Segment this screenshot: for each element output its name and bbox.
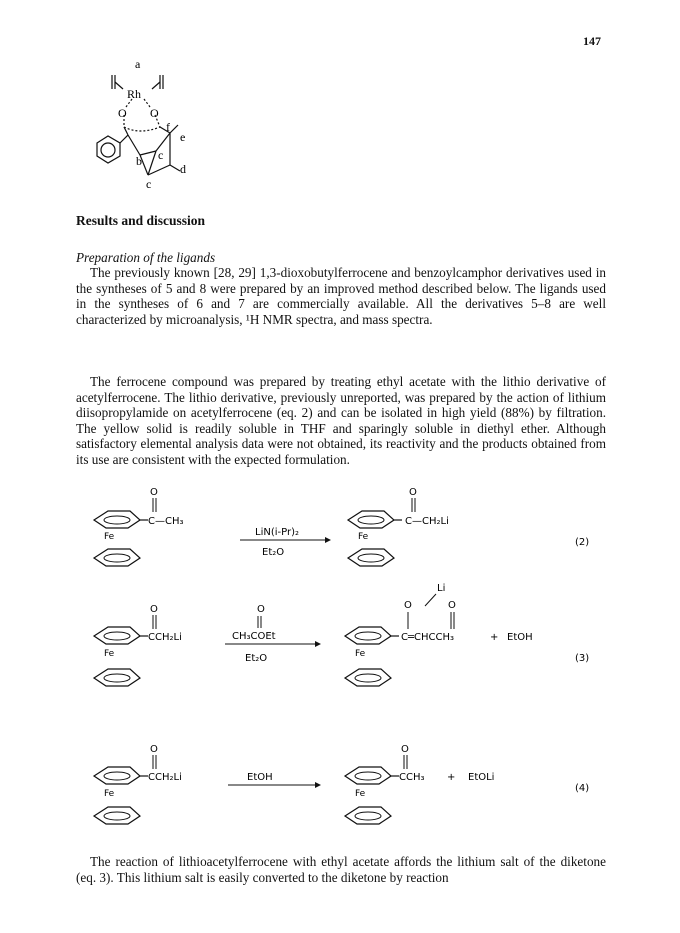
eq3-fe-right: Fe bbox=[355, 649, 366, 659]
eq3-reagent-o: O bbox=[257, 604, 265, 615]
eq4-byproduct: EtOLi bbox=[468, 772, 495, 783]
section-heading: Results and discussion bbox=[76, 213, 206, 228]
eq2-reagent-bottom: Et₂O bbox=[262, 547, 285, 558]
eq2-product-substituent: C—CH₂Li bbox=[405, 516, 449, 527]
paragraph-1: The previously known [28, 29] 1,3-dioxobutylferrocene and benzoylcamphor derivatives used in the syntheses of 5 and 8 were prepared by an improved method described below. The ligands used in the syntheses of 6 and 7 are commercially available. All the derivatives 5–8 are well characterized by microanalysis, ¹H NMR spectra, and mass spectra. bbox=[76, 265, 606, 327]
eq2-number: (2) bbox=[575, 537, 590, 548]
eq3-product-o2: O bbox=[448, 600, 456, 611]
subsection-heading: Preparation of the ligands bbox=[76, 250, 216, 265]
label-a: a bbox=[135, 57, 141, 71]
label-rh: Rh bbox=[127, 87, 142, 101]
reaction-scheme bbox=[0, 478, 680, 848]
label-f: f bbox=[166, 120, 170, 134]
equation-2 bbox=[94, 487, 589, 566]
label-o1: O bbox=[118, 106, 127, 120]
eq3-number: (3) bbox=[575, 653, 590, 664]
eq3-reagent-bottom: Et₂O bbox=[245, 653, 268, 664]
eq4-reactant-substituent: CCH₂Li bbox=[148, 772, 182, 783]
eq3-byproduct: EtOH bbox=[507, 632, 533, 643]
paragraph-3: The reaction of lithioacetylferrocene with ethyl acetate affords the lithium salt of the diketone (eq. 3). This lithium salt is easily converted to the diketone by reaction bbox=[76, 854, 606, 885]
label-e: e bbox=[180, 130, 186, 144]
label-o2: O bbox=[150, 106, 159, 120]
eq2-reagent-top: LiN(i-Pr)₂ bbox=[255, 527, 299, 538]
label-d: d bbox=[180, 162, 186, 176]
eq4-product-substituent: CCH₃ bbox=[399, 772, 425, 783]
paragraph-2: The ferrocene compound was prepared by treating ethyl acetate with the lithio derivative of acetylferrocene. The lithio derivative, previously unreported, was prepared by the action of lithium diisopropylamide on acetylferrocene (eq. 2) and can be isolated in high yield (88%) by filtration. The yellow solid is readily soluble in THF and sparingly soluble in diethyl ether. Although satisfactory elemental analysis data were not obtained, its reactivity and the products obtained from its use are consistent with the expected formulation. bbox=[76, 374, 606, 467]
eq3-reactant-o: O bbox=[150, 604, 158, 615]
page-number: 147 bbox=[583, 34, 601, 48]
eq4-number: (4) bbox=[575, 783, 590, 794]
eq4-reagent-top: EtOH bbox=[247, 772, 273, 783]
label-c-outer: c bbox=[146, 177, 152, 190]
eq2-product-o: O bbox=[409, 487, 417, 498]
eq2-reactant-o: O bbox=[150, 487, 158, 498]
eq3-plus: + bbox=[490, 632, 499, 643]
eq2-fe-right: Fe bbox=[358, 532, 369, 542]
eq2-reactant-substituent: C—CH₃ bbox=[148, 516, 184, 527]
label-c-inner: c bbox=[158, 148, 164, 162]
eq3-fe-left: Fe bbox=[104, 649, 115, 659]
eq2-fe-left: Fe bbox=[104, 532, 115, 542]
equation-3 bbox=[94, 583, 589, 686]
eq4-fe-right: Fe bbox=[355, 789, 366, 799]
eq3-reagent-top: CH₃COEt bbox=[232, 631, 276, 642]
eq3-product-substituent: C═CHCCH₃ bbox=[401, 632, 454, 643]
eq4-reactant-o: O bbox=[150, 744, 158, 755]
eq4-product-o: O bbox=[401, 744, 409, 755]
eq4-plus: + bbox=[447, 772, 456, 783]
eq3-product-li: Li bbox=[437, 583, 446, 594]
eq3-product-o1: O bbox=[404, 600, 412, 611]
eq3-reactant-substituent: CCH₂Li bbox=[148, 632, 182, 643]
equation-4 bbox=[94, 744, 589, 824]
eq4-fe-left: Fe bbox=[104, 789, 115, 799]
rhodium-complex-structure bbox=[80, 55, 280, 190]
label-b: b bbox=[136, 154, 142, 168]
